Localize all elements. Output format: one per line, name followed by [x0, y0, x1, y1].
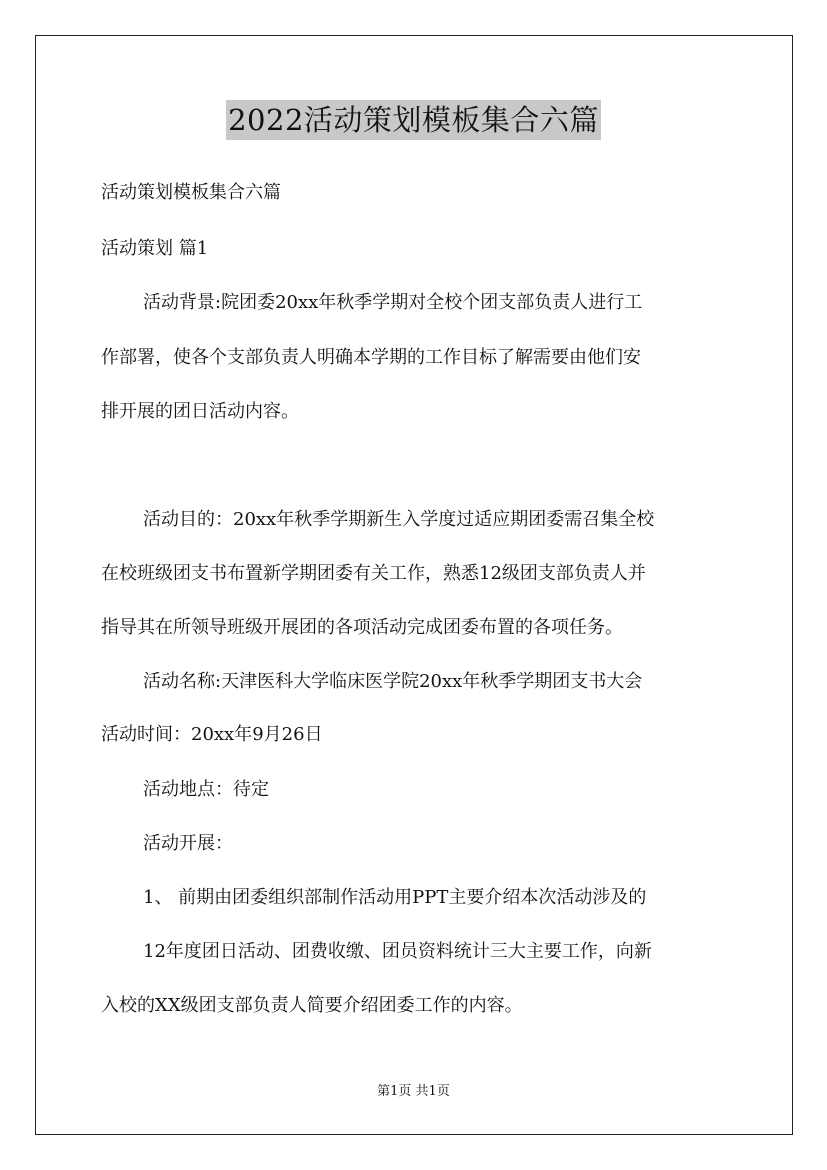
paragraph-line: 活动时间：20xx年9月26日 — [101, 724, 323, 745]
paragraph-line: 指导其在所领导班级开展团的各项活动完成团委布置的各项任务。 — [101, 617, 623, 638]
paragraph-line: 活动目的：20xx年秋季学期新生入学度过适应期团委需召集全校 — [143, 509, 655, 530]
paragraph-line: 活动背景:院团委20xx年秋季学期对全校个团支部负责人进行工 — [143, 292, 643, 313]
paragraph-line: 排开展的团日活动内容。 — [101, 401, 299, 422]
paragraph-line: 12年度团日活动、团费收缴、团员资料统计三大主要工作，向新 — [143, 941, 652, 962]
page-footer: 第1页 共1页 — [377, 1084, 450, 1099]
paragraph-line: 活动开展： — [143, 833, 233, 854]
document-title-text: 2022活动策划模板集合六篇 — [226, 100, 601, 140]
paragraph-line: 活动名称:天津医科大学临床医学院20xx年秋季学期团支书大会 — [143, 671, 643, 692]
subtitle-line: 活动策划模板集合六篇 — [101, 182, 281, 203]
section-heading: 活动策划 篇1 — [101, 238, 209, 259]
document-title — [0, 100, 827, 140]
paragraph-line: 在校班级团支书布置新学期团委有关工作，熟悉12级团支部负责人并 — [101, 563, 646, 584]
paragraph-line: 入校的XX级团支部负责人简要介绍团委工作的内容。 — [101, 995, 523, 1016]
paragraph-line: 活动地点：待定 — [143, 779, 269, 800]
paragraph-line: 作部署，使各个支部负责人明确本学期的工作目标了解需要由他们安 — [101, 347, 641, 368]
paragraph-line: 1、 前期由团委组织部制作活动用PPT主要介绍本次活动涉及的 — [143, 887, 647, 908]
